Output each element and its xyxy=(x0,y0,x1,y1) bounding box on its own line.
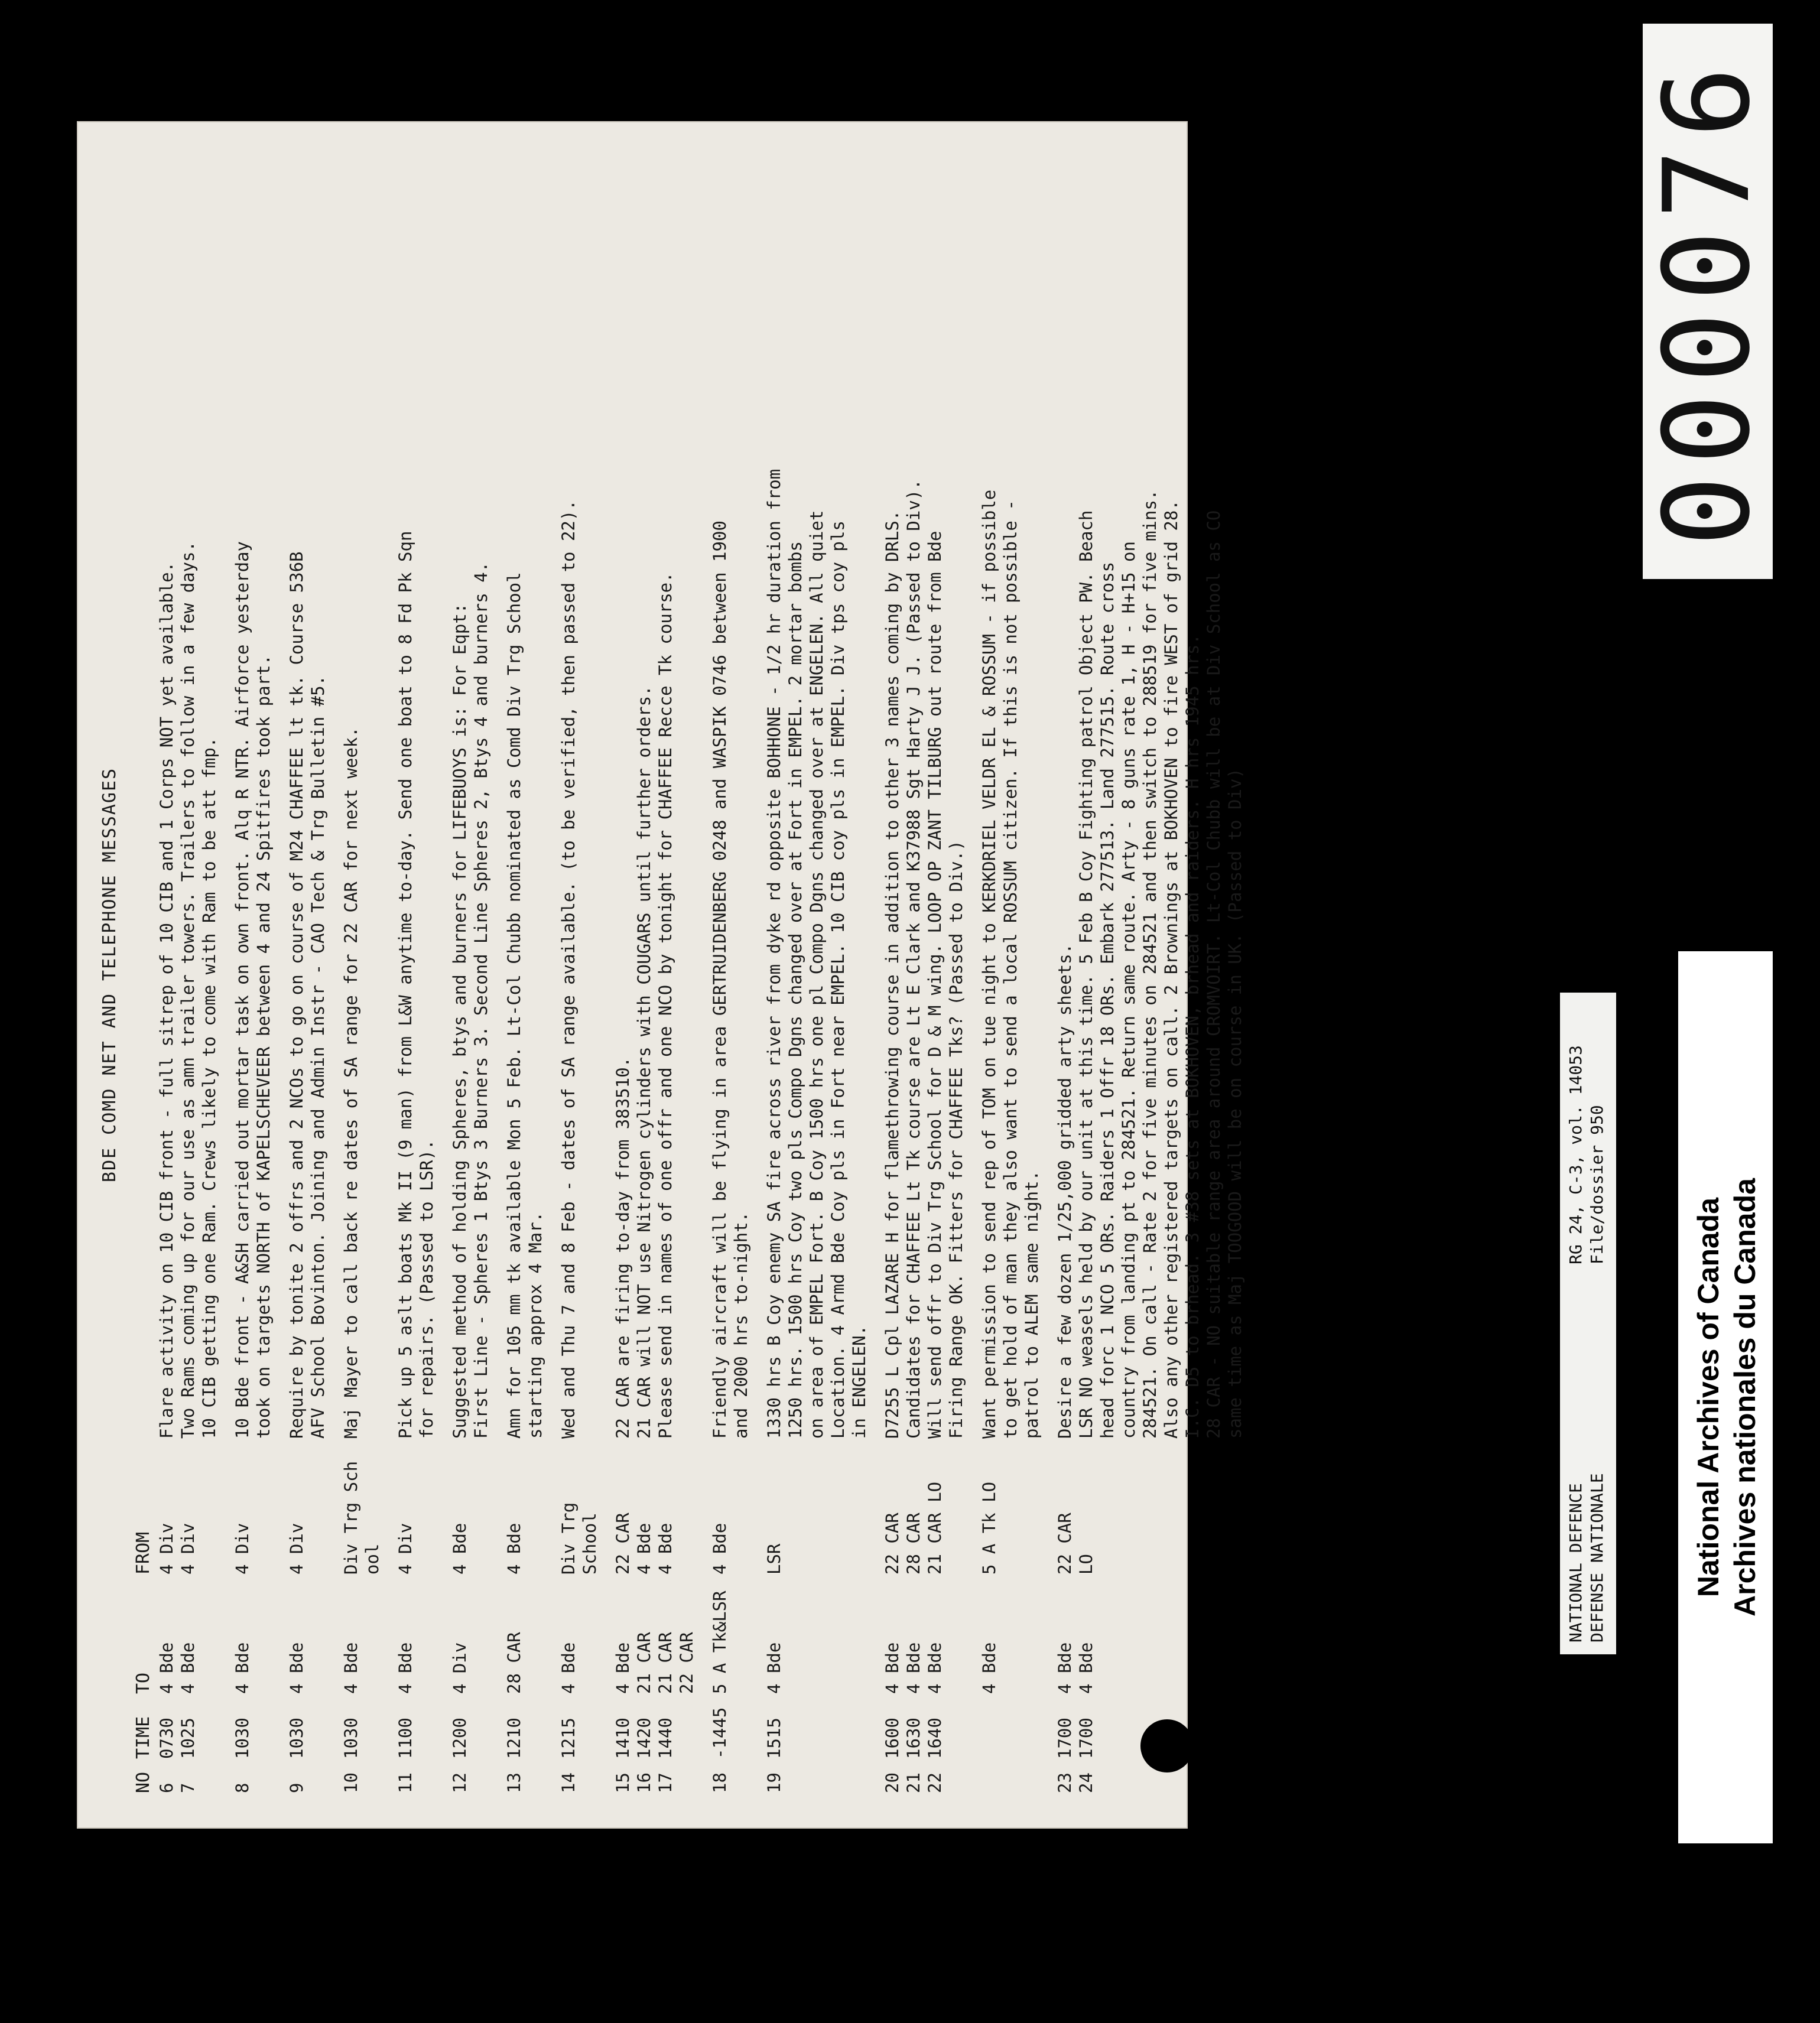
entry-line xyxy=(785,121,807,1829)
entry-number: 20 xyxy=(882,1772,902,1793)
entry-number: 24 xyxy=(1076,1772,1096,1793)
entry-from: LO xyxy=(1076,1554,1096,1575)
entry-to: 4 Bde xyxy=(558,1642,578,1694)
entry-line xyxy=(450,121,471,1829)
message-entry xyxy=(979,121,1043,1829)
entry-time: 1600 xyxy=(882,1718,902,1759)
entry-text: Require by tonite 2 offrs and 2 NCOs to go on course of M24 CHAFFEE lt tk. Course 536B xyxy=(287,551,307,1439)
entry-text: Firing Range OK. Fitters for CHAFFEE Tks? (Passed to Div.) xyxy=(946,840,966,1439)
entry-line xyxy=(655,121,677,1829)
entry-text: head forc 1 NCO 5 ORs. Raiders 1 Offr 18 ORs. Embark 277513. Land 277515. Route cross xyxy=(1097,561,1117,1439)
message-log-sheet xyxy=(77,121,1245,1829)
entry-number: 17 xyxy=(655,1772,675,1793)
entry-to: 4 Bde xyxy=(904,1642,924,1694)
archives-label-content xyxy=(1678,951,1773,1843)
entry-time: 1030 xyxy=(232,1718,252,1759)
entry-time: 1025 xyxy=(178,1718,198,1759)
message-entry xyxy=(710,121,752,1829)
archives-name-english: National Archives of Canada xyxy=(1692,1197,1725,1598)
entry-line xyxy=(504,121,525,1829)
entry-to: 28 CAR xyxy=(504,1632,524,1694)
entry-from: School xyxy=(580,1513,600,1575)
entry-from: 4 Bde xyxy=(504,1523,524,1575)
message-entry xyxy=(395,121,438,1829)
entry-from: 4 Div xyxy=(157,1523,177,1575)
entry-line xyxy=(178,121,199,1829)
entry-line xyxy=(904,121,925,1829)
entry-line xyxy=(828,121,849,1829)
entry-line xyxy=(1055,121,1076,1829)
entry-text: country from landing pt to 284521. Return same route. Arty - 8 guns rate 1, H - H+15 on xyxy=(1119,541,1139,1439)
entry-text: on area of EMPEL Fort. B Coy 1500 hrs one pl Compo Dgns changed over at ENGELEN. All quiet xyxy=(807,510,827,1439)
entry-number: 14 xyxy=(558,1772,578,1793)
entry-line xyxy=(1182,121,1204,1829)
entry-text: Location. 4 Armd Bde Coy pls in Fort near EMPEL. 10 CIB coy pls in EMPEL. Div tps coy pls xyxy=(828,521,848,1439)
entry-number: 18 xyxy=(710,1772,730,1793)
entry-line xyxy=(1161,121,1182,1829)
entry-to: 4 Bde xyxy=(1076,1642,1096,1694)
entry-line xyxy=(1119,121,1140,1829)
entry-text: in ENGELEN. xyxy=(849,1325,869,1439)
entry-line xyxy=(849,121,870,1829)
entry-text: 21 CAR will NOT use Nitrogen cylinders with COUGARS until further orders. xyxy=(634,685,654,1439)
header-to: TO xyxy=(133,1672,154,1694)
entry-line xyxy=(979,121,1000,1829)
file-number: File/dossier 950 xyxy=(1587,1105,1607,1264)
entry-to: 4 Bde xyxy=(1055,1642,1075,1694)
entry-line xyxy=(677,121,698,1829)
entry-time: 1420 xyxy=(634,1718,654,1759)
entry-time: 1030 xyxy=(341,1718,361,1759)
entry-text: Wed and Thu 7 and 8 Feb - dates of SA range available. (to be verified, then passed to 22). xyxy=(558,500,578,1439)
entry-from: 4 Bde xyxy=(450,1523,470,1575)
entry-number: 6 xyxy=(157,1783,177,1793)
entry-text: 28 CAR - NO suitable range area around CROMVOIRT. Lt-Col Chubb will be at Div School as CO xyxy=(1204,510,1224,1439)
entry-from: 4 Bde xyxy=(655,1523,675,1575)
entry-line xyxy=(308,121,329,1829)
entry-from: 21 CAR LO xyxy=(925,1481,945,1575)
entry-to: 22 CAR xyxy=(677,1632,697,1694)
entry-text: Pick up 5 aslt boats Mk II (9 man) from L&W anytime to-day. Send one boat to 8 Fd Pk Sqn xyxy=(395,531,415,1439)
message-entry xyxy=(764,121,870,1829)
entry-line xyxy=(1022,121,1043,1829)
entry-from: 5 A Tk LO xyxy=(979,1481,999,1575)
document-frame xyxy=(77,121,1245,1829)
entry-to: 4 Bde xyxy=(287,1642,307,1694)
entry-text: 10 CIB getting one Ram. Crews likely to come with Ram to be att fmp. xyxy=(199,737,219,1439)
entry-text: Desire a few dozen 1/25,000 gridded arty sheets. xyxy=(1055,943,1075,1439)
message-entry xyxy=(882,121,967,1829)
message-entry xyxy=(341,121,384,1829)
serial-number-strip xyxy=(1639,24,1776,579)
entry-line xyxy=(580,121,601,1829)
entry-time: 1515 xyxy=(764,1718,784,1759)
header-time: TIME xyxy=(133,1716,154,1759)
entry-text: LSR NO weasels held by our unit at this time. 5 Feb B Coy Fighting patrol Object PW. Beach xyxy=(1076,510,1096,1439)
entry-time: 1410 xyxy=(613,1718,633,1759)
entry-time: 1100 xyxy=(395,1718,415,1759)
entry-from: Div Trg xyxy=(558,1502,578,1575)
entry-time: 1700 xyxy=(1076,1718,1096,1759)
entry-from: 22 CAR xyxy=(613,1513,633,1575)
entry-to: 21 CAR xyxy=(634,1632,654,1694)
punch-hole xyxy=(1140,1719,1194,1772)
entry-to: 5 A Tk&LSR xyxy=(710,1591,730,1694)
entry-line xyxy=(254,121,275,1829)
entry-to: 4 Bde xyxy=(157,1642,177,1694)
entry-to: 4 Bde xyxy=(232,1642,252,1694)
entry-time: 1215 xyxy=(558,1718,578,1759)
entry-from: 22 CAR xyxy=(1055,1513,1075,1575)
message-entry xyxy=(558,121,601,1829)
entry-from: 22 CAR xyxy=(882,1513,902,1575)
entry-to: 4 Bde xyxy=(613,1642,633,1694)
entry-text: patrol to ALEM same night. xyxy=(1022,1170,1042,1439)
archives-name-french: Archives nationales du Canada xyxy=(1728,1178,1762,1617)
message-entries xyxy=(157,121,1246,1829)
entry-line xyxy=(1204,121,1225,1829)
entry-time: 1630 xyxy=(904,1718,924,1759)
message-entry xyxy=(504,121,547,1829)
entry-text: AFV School Bovinton. Joining and Admin Instr - CAO Tech & Trg Bulletin #5. xyxy=(308,675,328,1439)
dept-french: DEFENSE NATIONALE xyxy=(1587,1473,1607,1643)
message-entry xyxy=(157,121,220,1829)
entry-text: 284521. On call - Rate 2 for five minutes on 284521 and then switch to 288519 for five mins. xyxy=(1140,489,1160,1439)
entry-line xyxy=(471,121,492,1829)
archives-label xyxy=(1678,951,1773,1843)
entry-line xyxy=(882,121,904,1829)
entry-from: 4 Div xyxy=(395,1523,415,1575)
entry-to: 21 CAR xyxy=(655,1632,675,1694)
record-group: RG 24, C-3, vol. 14053 xyxy=(1566,1045,1585,1264)
entry-time: 1440 xyxy=(655,1718,675,1759)
entry-text: Candidates for CHAFFEE Lt Tk course are Lt E Clark and K37988 Sgt Harty J J. (Passed to Div). xyxy=(904,479,924,1439)
entry-line xyxy=(1140,121,1161,1829)
entry-line xyxy=(710,121,731,1829)
entry-line xyxy=(287,121,308,1829)
entry-line xyxy=(232,121,254,1829)
entry-number: 13 xyxy=(504,1772,524,1793)
entry-to: 4 Bde xyxy=(882,1642,902,1694)
message-entry xyxy=(287,121,329,1829)
entry-text: Please send in names of one offr and one NCO by tonight for CHAFFEE Recce Tk course. xyxy=(655,572,675,1439)
reference-label xyxy=(1560,993,1616,1654)
entry-time: 1030 xyxy=(287,1718,307,1759)
entry-from: 4 Div xyxy=(232,1523,252,1575)
entry-text: for repairs. (Passed to LSR). xyxy=(417,1139,437,1439)
entry-from: 28 CAR xyxy=(904,1513,924,1575)
entry-text: D7255 L Cpl LAZARE H for flamethrowing course in addition to other 3 names coming by DRLS. xyxy=(882,510,902,1439)
entry-text: and 2000 hrs to-night. xyxy=(731,1211,751,1439)
entry-text: Will send offr to Div Trg School for D & M wing. LOOP OP ZANT TILBURG out route from Bde xyxy=(925,531,945,1439)
entry-number: 19 xyxy=(764,1772,784,1793)
reference-row-1 xyxy=(1566,1004,1586,1643)
entry-number: 21 xyxy=(904,1772,924,1793)
entry-to: 4 Bde xyxy=(395,1642,415,1694)
entry-number: 23 xyxy=(1055,1772,1075,1793)
dept-english: NATIONAL DEFENCE xyxy=(1566,1483,1585,1643)
entry-to: 4 Div xyxy=(450,1642,470,1694)
entry-line xyxy=(199,121,220,1829)
entry-number: 12 xyxy=(450,1772,470,1793)
entry-to: 4 Bde xyxy=(925,1642,945,1694)
entry-to: 4 Bde xyxy=(979,1642,999,1694)
entry-from: 4 Bde xyxy=(710,1523,730,1575)
entry-line xyxy=(525,121,547,1829)
entry-text: 1330 hrs B Coy enemy SA fire across river from dyke rd opposite BOHHONE - 1/2 hr duration from xyxy=(764,469,784,1439)
entry-text: Maj Mayer to call back re dates of SA range for 22 CAR for next week. xyxy=(341,727,361,1439)
entry-line xyxy=(1000,121,1022,1829)
entry-text: starting approx 4 Mar. xyxy=(525,1211,545,1439)
entry-time: 1200 xyxy=(450,1718,470,1759)
entry-line xyxy=(731,121,752,1829)
entry-text: Want permission to send rep of TOM on tue night to KERKDRIEL VELDR EL & ROSSUM - if possible xyxy=(979,489,999,1439)
entry-to: 4 Bde xyxy=(341,1642,361,1694)
entry-text: to get hold of man they also want to send a local ROSSUM citizen. If this is not possible - xyxy=(1000,500,1020,1439)
entry-line xyxy=(764,121,785,1829)
entry-text: I.C. D5 to brhead. 3 #38 sets at BOKHOVEN, brhead and raiders. H hrs 1945 hrs. xyxy=(1182,634,1202,1439)
entry-text: 10 Bde front - A&SH carried out mortar task on own front. Alq R NTR. Airforce yesterday xyxy=(232,541,252,1439)
entry-text: 1250 hrs. 1500 hrs Coy two pls Compo Dgns changed over at Fort in EMPEL. 2 mortar bombs xyxy=(785,541,805,1439)
entry-line xyxy=(634,121,655,1829)
entry-line xyxy=(925,121,946,1829)
message-entry xyxy=(450,121,492,1829)
entry-text: Two Rams coming up for our use as amn trailer towers. Trailers to follow in a few days. xyxy=(178,541,198,1439)
entry-line xyxy=(362,121,384,1829)
reference-label-content xyxy=(1560,993,1616,1654)
entry-number: 9 xyxy=(287,1783,307,1793)
entry-time: 0730 xyxy=(157,1718,177,1759)
entry-time: -1445 xyxy=(710,1707,730,1759)
entry-text: Amn for 105 mm tk available Mon 5 Feb. Lt-Col Chubb nominated as Comd Div Trg School xyxy=(504,572,524,1439)
entry-line xyxy=(1225,121,1246,1829)
entry-text: Suggested method of holding Spheres, btys and burners for LIFEBUOYS is: For Eqpt: xyxy=(450,603,470,1439)
message-entry xyxy=(232,121,275,1829)
entry-from: 4 Div xyxy=(287,1523,307,1575)
entry-from: 4 Bde xyxy=(634,1523,654,1575)
entry-number: 10 xyxy=(341,1772,361,1793)
entry-text: 22 CAR are firing to-day from 383510. xyxy=(613,1056,633,1439)
entry-from: LSR xyxy=(764,1543,784,1575)
document-title: BDE COMD NET AND TELEPHONE MESSAGES xyxy=(99,767,120,1183)
entry-number: 11 xyxy=(395,1772,415,1793)
entry-to: 4 Bde xyxy=(178,1642,198,1694)
entry-to: 4 Bde xyxy=(764,1642,784,1694)
entry-line xyxy=(417,121,438,1829)
entry-from: ool xyxy=(362,1543,382,1575)
entry-number: 8 xyxy=(232,1783,252,1793)
entry-text: Flare activity on 10 CIB front - full sitrep of 10 CIB and 1 Corps NOT yet available. xyxy=(157,561,177,1439)
entry-line xyxy=(1076,121,1097,1829)
entry-text: took on targets NORTH of KAPELSCHEVEER between 4 and 24 Spitfires took part. xyxy=(254,655,274,1439)
entry-line xyxy=(1097,121,1119,1829)
message-entry xyxy=(1055,121,1246,1829)
entry-text: same time as Maj TOOGOOD will be on course in UK. (Passed to Div) xyxy=(1225,768,1245,1439)
entry-time: 1700 xyxy=(1055,1718,1075,1759)
column-headers xyxy=(133,121,157,1829)
entry-from: 4 Div xyxy=(178,1523,198,1575)
entry-number: 15 xyxy=(613,1772,633,1793)
entry-text: Also any other registered targets on call. 2 Brownings at BOKHOVEN to fire WEST of grid 28. xyxy=(1161,500,1181,1439)
entry-text: First Line - Spheres 1 Btys 3 Burners 3. Second Line Spheres 2, Btys 4 and burners 4. xyxy=(471,561,491,1439)
entry-time: 1210 xyxy=(504,1718,524,1759)
entry-line xyxy=(341,121,362,1829)
header-from: FROM xyxy=(133,1531,154,1575)
reference-row-2 xyxy=(1587,1004,1607,1643)
entry-from: Div Trg Sch xyxy=(341,1461,361,1575)
entry-line xyxy=(395,121,417,1829)
header-no: NO xyxy=(133,1771,154,1793)
entry-line xyxy=(807,121,828,1829)
entry-line xyxy=(613,121,634,1829)
message-entry xyxy=(613,121,698,1829)
entry-text: Friendly aircraft will be flying in area GERTRUIDENBERG 0248 and WASPIK 0746 between 1900 xyxy=(710,521,730,1439)
serial-number: 000076 xyxy=(1639,56,1776,547)
entry-number: 16 xyxy=(634,1772,654,1793)
entry-number: 7 xyxy=(178,1783,198,1793)
entry-number: 22 xyxy=(925,1772,945,1793)
entry-line xyxy=(558,121,580,1829)
entry-line xyxy=(157,121,178,1829)
entry-time: 1640 xyxy=(925,1718,945,1759)
entry-line xyxy=(946,121,967,1829)
